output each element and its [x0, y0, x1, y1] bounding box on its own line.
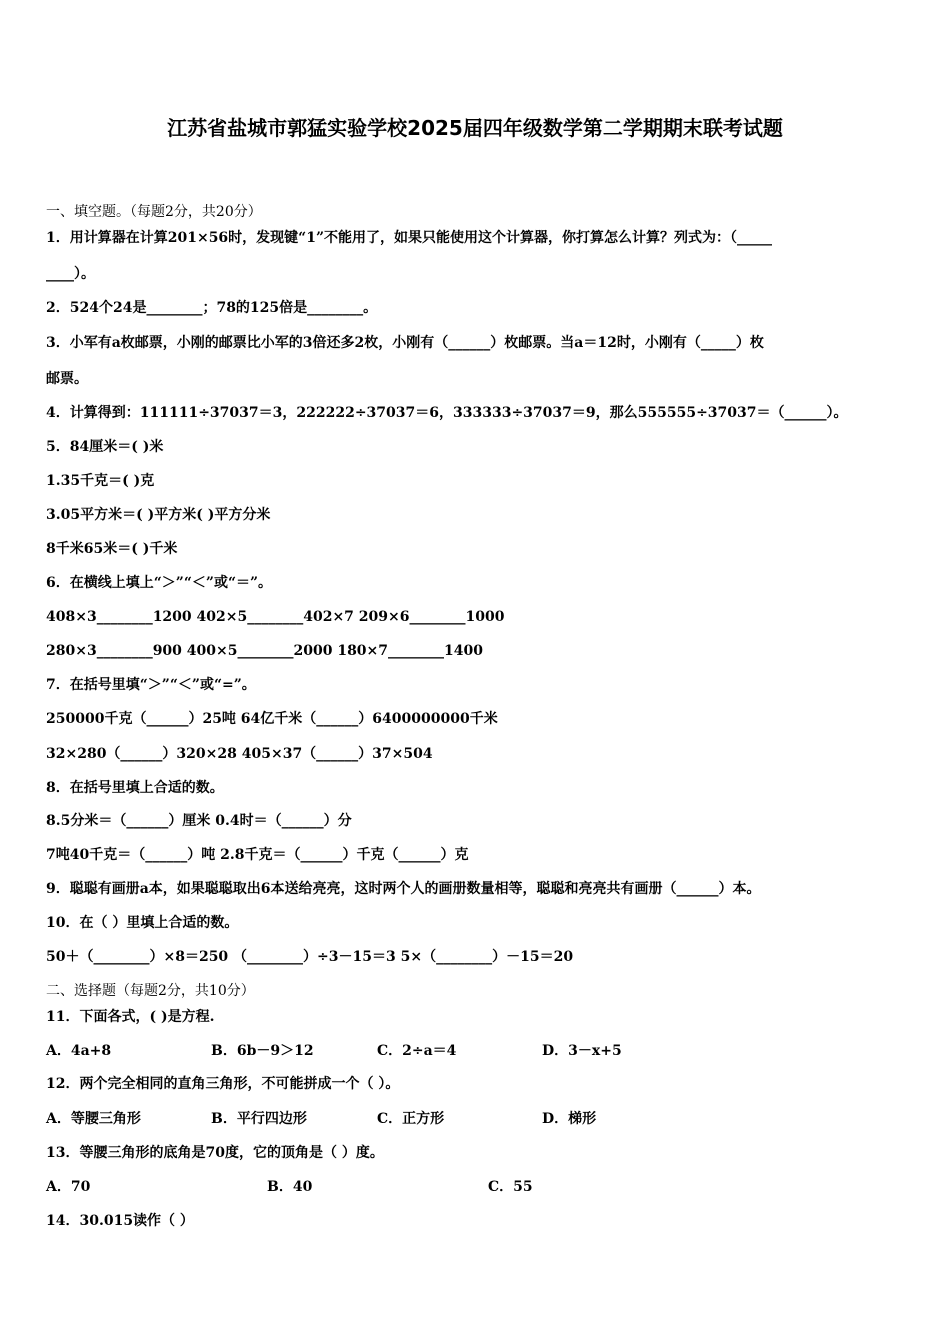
question-10-row: 50＋（________）×8＝250 （________）÷3－15＝3 5×（________）－15＝20: [46, 949, 574, 965]
question-7: 7．在括号里填“＞”“＜”或“=”。: [46, 677, 256, 693]
question-6-row-2: 280×3________900 400×5________2000 180×7________1400: [46, 643, 483, 659]
question-2: 2．524个24是________；78的125倍是________。: [46, 300, 378, 316]
option-a: A．等腰三角形: [46, 1111, 141, 1127]
option-d: D．梯形: [542, 1111, 597, 1127]
question-7-row-1: 250000千克（______）25吨 64亿千米（______）6400000000千米: [46, 711, 498, 727]
question-3: 3．小军有a枚邮票，小刚的邮票比小军的3倍还多2枚，小刚有（______）枚邮票。当a＝12时，小刚有（_____）枚: [46, 335, 764, 351]
question-5-part-b: 1.35千克＝( )克: [46, 473, 155, 489]
page-title: 江苏省盐城市郭猛实验学校2025届四年级数学第二学期期末联考试题: [167, 116, 783, 140]
question-6-row-1: 408×3________1200 402×5________402×7 209×6________1000: [46, 609, 505, 625]
question-14: 14．30.015读作（ ）: [46, 1213, 194, 1229]
question-12: 12．两个完全相同的直角三角形，不可能拼成一个（ ）。: [46, 1076, 400, 1092]
option-b: B．40: [267, 1179, 313, 1195]
option-a: A．70: [46, 1179, 91, 1195]
section-heading-multiple-choice: 二、选择题（每题2分，共10分）: [46, 983, 255, 999]
question-8-row-1: 8.5分米＝（______）厘米 0.4时＝（______）分: [46, 813, 352, 829]
question-5: 5．84厘米＝( )米: [46, 439, 164, 455]
option-d: D．3－x+5: [542, 1043, 622, 1059]
question-11: 11．下面各式，( )是方程.: [46, 1009, 215, 1025]
question-4: 4．计算得到：111111÷37037＝3，222222÷37037＝6，333333÷37037＝9，那么555555÷37037＝（______）。: [46, 405, 848, 421]
option-c: C．55: [488, 1179, 533, 1195]
question-3-continued: 邮票。: [46, 371, 88, 387]
question-10: 10．在（ ）里填上合适的数。: [46, 915, 239, 931]
question-1-continued: ____）。: [46, 266, 95, 282]
section-heading-fill-blank: 一、填空题。（每题2分，共20分）: [46, 204, 262, 220]
question-5-part-d: 8千米65米＝( )千米: [46, 541, 178, 557]
question-13: 13．等腰三角形的底角是70度，它的顶角是（ ）度。: [46, 1145, 384, 1161]
option-c: C．正方形: [377, 1111, 445, 1127]
option-c: C．2÷a＝4: [377, 1043, 457, 1059]
question-9: 9．聪聪有画册a本，如果聪聪取出6本送给亮亮，这时两个人的画册数量相等，聪聪和亮亮共有画册（______）本。: [46, 881, 761, 897]
question-6: 6．在横线上填上“＞”“＜”或“＝”。: [46, 575, 273, 591]
question-1: 1．用计算器在计算201×56时，发现键“1”不能用了，如果只能使用这个计算器，你打算怎么计算？列式为：（_____: [46, 230, 773, 246]
option-b: B．6b－9＞12: [211, 1043, 314, 1059]
question-7-row-2: 32×280（______）320×28 405×37（______）37×504: [46, 746, 433, 762]
option-a: A．4a+8: [46, 1043, 112, 1059]
question-5-part-c: 3.05平方米＝( )平方米( )平方分米: [46, 507, 271, 523]
question-8-row-2: 7吨40千克＝（______）吨 2.8千克＝（______）千克（______）克: [46, 847, 469, 863]
option-b: B．平行四边形: [211, 1111, 307, 1127]
question-8: 8．在括号里填上合适的数。: [46, 780, 224, 796]
